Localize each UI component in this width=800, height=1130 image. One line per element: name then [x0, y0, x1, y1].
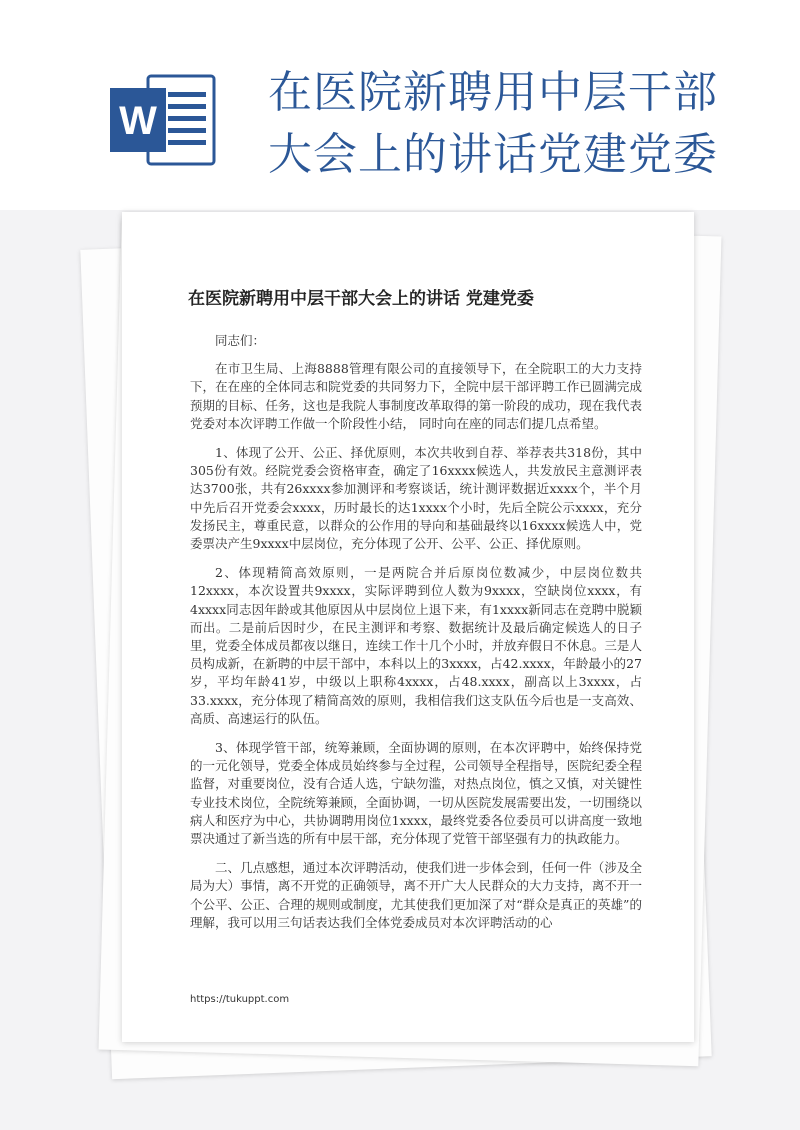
banner-title-line-1: 在医院新聘用中层干部: [268, 67, 718, 118]
header-banner: [0, 0, 800, 210]
banner-title-line-2: 大会上的讲话党建党委: [268, 129, 718, 180]
paragraph-intro: 在市卫生局、上海8888管理有限公司的直接领导下，在全院职工的大力支持下，在在座的全体同志和院党委的共同努力下，全院中层干部评聘工作已圆满完成预期的目标、任务，这也是我院人事制度改革取得的第一阶段的成功，现在我代表党委对本次评聘工作做一个阶段性小结， 同时向在座的同志们提几点希望。: [190, 361, 642, 431]
paragraph-point-1: 1、体现了公开、公正、择优原则，本次共收到自荐、举荐表共318份，其中305份有效。经院党委会资格审查，确定了16xxxx候选人，共发放民主意测评表达3700张，共有26xxxx参加测评和考察谈话，统计测评数据近xxxx个，半个月中先后召开党委会xxxx，历时最长的达1xxxx个小时，先后全院公示xxxx，充分发扬民主，尊重民意，以群众的公作用的导向和基础最终以16xxxx候选人中，党委票决产生9xxxx中层岗位，充分体现了公开、公平、公正、择优原则。: [190, 445, 642, 552]
footer-url: https://tukuppt.com: [190, 994, 290, 1005]
paragraph-point-2: 2、体现精简高效原则，一是两院合并后原岗位数减少，中层岗位数共12xxxx，本次设置共9xxxx，实际评聘到位人数为9xxxx，空缺岗位xxxx，有4xxxx同志因年龄或其他原因从中层岗位上退下来，有1xxxx新同志在竞聘中脱颖而出。二是前后因时少，在民主测评和考察、数据统计及最后确定候选人的日子里，党委全体成员都夜以继日，连续工作十几个小时，并放弃假日不休息。三是人员构成新，在新聘的中层干部中，本科以上的3xxxx，占42.xxxx，年龄最小的27岁，平均年龄41岁，中级以上职称4xxxx，占48.xxxx，副高以上3xxxx，占33.xxxx，充分体现了精简高效的原则，我相信我们这支队伍今后也是一支高效、高质、高速运行的队伍。: [190, 565, 642, 726]
banner-title: [268, 62, 788, 186]
paragraph-reflections: 二、几点感想，通过本次评聘活动，使我们进一步体会到，任何一件（涉及全局为大）事情，离不开党的正确领导，离不开广大人民群众的大力支持，离不开一个公平、公正、合理的规则或制度，尤其使我们更加深了对“群众是真正的英雄”的理解，我可以用三句话表达我们全体党委成员对本次评聘活动的心: [190, 860, 642, 930]
word-logo-letter: W: [119, 99, 157, 143]
word-document-icon: [108, 72, 220, 168]
document-title: 在医院新聘用中层干部大会上的讲话 党建党委: [188, 289, 534, 309]
document-body: [190, 332, 642, 943]
greeting-line: 同志们：: [215, 333, 266, 348]
document-page: [122, 212, 694, 1042]
paragraph-point-3: 3、体现学管干部，统筹兼顾，全面协调的原则，在本次评聘中，始终保持党的一元化领导，党委全体成员始终参与全过程，公司领导全程指导，医院纪委全程监督，对重要岗位，没有合适人选，宁缺勿滥，对热点岗位，慎之又慎，对关键性专业技术岗位，全院统筹兼顾，全面协调，一切从医院发展需要出发，一切围绕以病人和医疗为中心，共协调聘用岗位1xxxx，最终党委各位委员可以讲高度一致地票决通过了新当选的所有中层干部，充分体现了党管干部坚强有力的执政能力。: [190, 740, 642, 847]
